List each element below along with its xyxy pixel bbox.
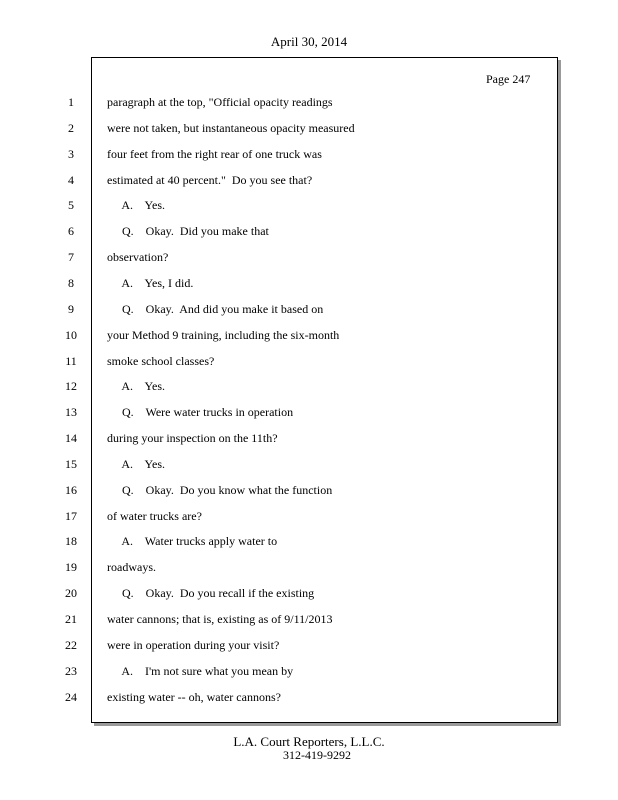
transcript-line: A. Yes.	[107, 379, 166, 393]
line-number: 1	[68, 95, 74, 109]
transcript-line: A. Yes.	[107, 198, 166, 212]
transcript-line: Q. Okay. Did you make that	[107, 224, 269, 238]
transcript-line: A. Yes, I did.	[107, 276, 194, 290]
transcript-line: during your inspection on the 11th?	[107, 431, 278, 445]
transcript-line: estimated at 40 percent." Do you see that?	[107, 173, 313, 187]
line-number: 21	[65, 612, 77, 626]
line-number: 2	[68, 121, 74, 135]
page-header-date: April 30, 2014	[270, 34, 348, 49]
transcript-line: Q. Okay. Do you recall if the existing	[107, 586, 315, 600]
transcript-line: of water trucks are?	[107, 509, 202, 523]
line-number: 14	[65, 431, 77, 445]
line-number: 24	[65, 690, 77, 704]
transcript-line: your Method 9 training, including the six-month	[107, 328, 340, 342]
line-number: 11	[65, 354, 77, 368]
line-number: 13	[65, 405, 77, 419]
page-number: Page 247	[486, 72, 531, 86]
line-number: 22	[65, 638, 77, 652]
footer-company-name: L.A. Court Reporters, L.L.C.	[233, 734, 385, 749]
transcript-line: were not taken, but instantaneous opacity measured	[107, 121, 355, 135]
line-number: 16	[65, 483, 77, 497]
line-number: 7	[68, 250, 74, 264]
transcript-line: Q. Okay. And did you make it based on	[107, 302, 324, 316]
transcript-line: four feet from the right rear of one truck was	[107, 147, 322, 161]
transcript-line: paragraph at the top, "Official opacity readings	[107, 95, 333, 109]
line-number: 17	[65, 509, 77, 523]
transcript-line: A. Yes.	[107, 457, 166, 471]
line-number: 4	[68, 173, 74, 187]
transcript-line: existing water -- oh, water cannons?	[107, 690, 281, 704]
transcript-line: A. Water trucks apply water to	[107, 534, 278, 548]
transcript-line: were in operation during your visit?	[107, 638, 280, 652]
line-number: 20	[65, 586, 77, 600]
line-number: 3	[68, 147, 74, 161]
line-number: 5	[68, 198, 74, 212]
transcript-line: smoke school classes?	[107, 354, 215, 368]
transcript-line: roadways.	[107, 560, 156, 574]
transcript-line: A. I'm not sure what you mean by	[107, 664, 294, 678]
line-number: 19	[65, 560, 77, 574]
line-number: 18	[65, 534, 77, 548]
transcript-line: Q. Were water trucks in operation	[107, 405, 294, 419]
line-number: 6	[68, 224, 74, 238]
transcript-line: observation?	[107, 250, 169, 264]
line-number: 15	[65, 457, 77, 471]
line-number: 12	[65, 379, 77, 393]
line-number: 9	[68, 302, 74, 316]
line-number: 8	[68, 276, 74, 290]
transcript-line: water cannons; that is, existing as of 9/11/2013	[107, 612, 333, 626]
transcript-line: Q. Okay. Do you know what the function	[107, 483, 333, 497]
footer-phone-number: 312-419-9292	[283, 748, 351, 762]
line-number: 23	[65, 664, 77, 678]
line-number: 10	[65, 328, 77, 342]
